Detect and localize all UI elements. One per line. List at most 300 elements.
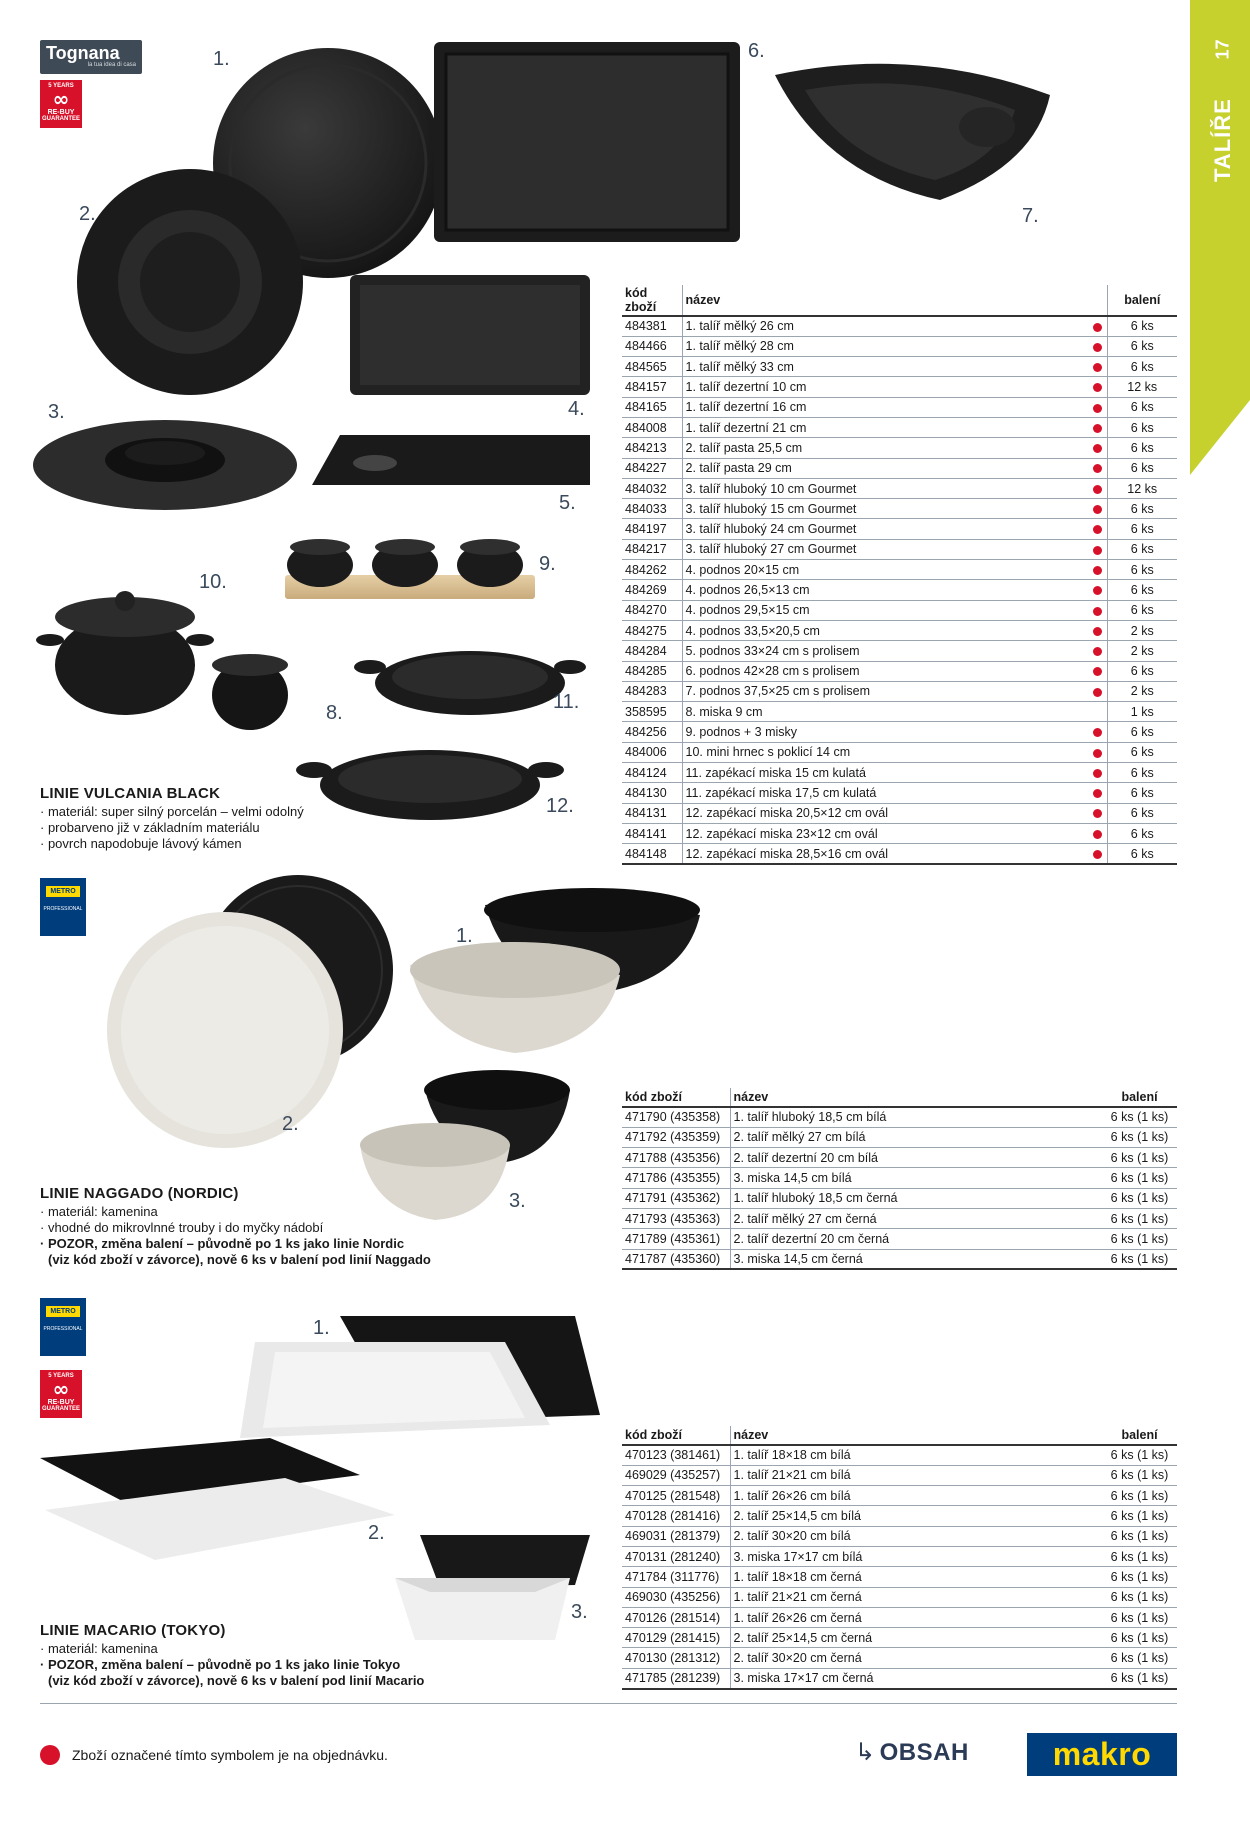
label-9: 9.	[539, 553, 556, 575]
section-tab-shape	[1190, 0, 1250, 475]
naggado-note: · POZOR, změna balení – původně po 1 ks jako linie Nordic	[40, 1236, 405, 1251]
table-row	[622, 1107, 1177, 1127]
table-row	[622, 783, 1177, 803]
product-name: 2. talíř 25×14,5 cm černá	[730, 1628, 1102, 1648]
product-name: 11. zapékací miska 15 cm kulatá	[682, 763, 1089, 783]
column-header-qty: balení	[1102, 1426, 1177, 1445]
package-qty: 6 ks	[1107, 417, 1177, 437]
product-name: 3. miska 14,5 cm bílá	[730, 1168, 1102, 1188]
order-indicator	[1089, 580, 1107, 600]
product-code: 484381	[622, 316, 682, 336]
product-code: 484284	[622, 641, 682, 661]
metro-professional-label: PROFESSIONAL	[43, 1326, 83, 1332]
product-name: 1. talíř 18×18 cm černá	[730, 1567, 1102, 1587]
order-dot-icon	[1093, 485, 1102, 494]
footer-note: Zboží označené tímto symbolem je na objednávku.	[72, 1747, 388, 1763]
label-2: 2.	[79, 203, 96, 225]
tray-5-image	[312, 435, 590, 485]
product-name: 1. talíř mělký 26 cm	[682, 316, 1089, 336]
package-qty: 6 ks (1 ks)	[1102, 1208, 1177, 1228]
table-row	[622, 1607, 1177, 1627]
product-code: 471791 (435362)	[622, 1188, 730, 1208]
order-indicator	[1089, 620, 1107, 640]
order-indicator	[1089, 661, 1107, 681]
naggado-label-3: 3.	[509, 1190, 526, 1212]
naggado-description	[40, 1185, 480, 1268]
package-qty: 6 ks (1 ks)	[1102, 1567, 1177, 1587]
product-name: 2. talíř 30×20 cm bílá	[730, 1526, 1102, 1546]
table-row	[622, 600, 1177, 620]
rebuy-label: RE-BUY	[47, 109, 75, 116]
package-qty: 6 ks	[1107, 458, 1177, 478]
product-code: 470125 (281548)	[622, 1486, 730, 1506]
product-code: 358595	[622, 702, 682, 722]
product-code: 484213	[622, 438, 682, 458]
product-name: 8. miska 9 cm	[682, 702, 1089, 722]
section-title: TALÍŘE	[1210, 98, 1235, 182]
product-name: 1. talíř 21×21 cm černá	[730, 1587, 1102, 1607]
product-name: 3. talíř hluboký 27 cm Gourmet	[682, 539, 1089, 559]
obsah-label: OBSAH	[879, 1739, 969, 1766]
order-dot-icon	[1093, 363, 1102, 372]
table-row	[622, 1506, 1177, 1526]
package-qty: 6 ks (1 ks)	[1102, 1628, 1177, 1648]
product-name: 2. talíř mělký 27 cm bílá	[730, 1127, 1102, 1147]
order-indicator	[1089, 438, 1107, 458]
label-3: 3.	[48, 401, 65, 423]
product-code: 484275	[622, 620, 682, 640]
package-qty: 2 ks	[1107, 641, 1177, 661]
table-row	[622, 357, 1177, 377]
product-name: 2. talíř dezertní 20 cm bílá	[730, 1148, 1102, 1168]
package-qty: 6 ks	[1107, 560, 1177, 580]
product-code: 471784 (311776)	[622, 1567, 730, 1587]
product-code: 484256	[622, 722, 682, 742]
package-qty: 6 ks	[1107, 823, 1177, 843]
package-qty: 6 ks (1 ks)	[1102, 1546, 1177, 1566]
product-name: 3. miska 17×17 cm bílá	[730, 1546, 1102, 1566]
table-header-row	[622, 285, 1177, 316]
order-dot-icon	[1093, 383, 1102, 392]
product-name: 1. talíř 18×18 cm bílá	[730, 1445, 1102, 1465]
order-dot-icon	[1093, 830, 1102, 839]
table-row	[622, 1249, 1177, 1269]
label-11: 11.	[553, 691, 580, 713]
product-name: 2. talíř 25×14,5 cm bílá	[730, 1506, 1102, 1526]
order-dot-icon	[1093, 688, 1102, 697]
package-qty: 6 ks	[1107, 357, 1177, 377]
product-name: 2. talíř mělký 27 cm černá	[730, 1208, 1102, 1228]
product-code: 484227	[622, 458, 682, 478]
table-row	[622, 417, 1177, 437]
product-name: 3. talíř hluboký 15 cm Gourmet	[682, 499, 1089, 519]
package-qty: 6 ks	[1107, 519, 1177, 539]
order-dot-icon	[1093, 566, 1102, 575]
table-row	[622, 763, 1177, 783]
table-row	[622, 539, 1177, 559]
order-indicator	[1089, 478, 1107, 498]
column-header-code: kód zboží	[622, 1426, 730, 1445]
rebuy-label: RE-BUY	[47, 1399, 75, 1406]
product-code: 484006	[622, 742, 682, 762]
table-row	[622, 1567, 1177, 1587]
order-indicator	[1089, 783, 1107, 803]
product-name: 1. talíř hluboký 18,5 cm bílá	[730, 1107, 1102, 1127]
vulcania-point: · povrch napodobuje lávový kámen	[40, 836, 242, 851]
column-header-order	[1089, 285, 1107, 316]
order-indicator	[1089, 600, 1107, 620]
macario-note: · POZOR, změna balení – původně po 1 ks jako linie Tokyo	[40, 1657, 401, 1672]
table-row	[622, 316, 1177, 336]
product-code: 484157	[622, 377, 682, 397]
product-code: 471788 (435356)	[622, 1148, 730, 1168]
order-dot-icon	[1093, 627, 1102, 636]
makro-logo: makro	[1027, 1733, 1177, 1776]
product-name: 5. podnos 33×24 cm s prolisem	[682, 641, 1089, 661]
product-name: 1. talíř 21×21 cm bílá	[730, 1465, 1102, 1485]
package-qty: 6 ks (1 ks)	[1102, 1445, 1177, 1465]
product-code: 484131	[622, 803, 682, 823]
column-header-code: kód zboží	[622, 285, 682, 316]
order-indicator	[1089, 702, 1107, 722]
package-qty: 6 ks (1 ks)	[1102, 1607, 1177, 1627]
package-qty: 12 ks	[1107, 377, 1177, 397]
product-code: 471787 (435360)	[622, 1249, 730, 1269]
product-name: 7. podnos 37,5×25 cm s prolisem	[682, 681, 1089, 701]
table-row	[622, 1168, 1177, 1188]
product-code: 471793 (435363)	[622, 1208, 730, 1228]
macario-label-3: 3.	[571, 1601, 588, 1623]
product-code: 471785 (281239)	[622, 1668, 730, 1688]
product-code: 484565	[622, 357, 682, 377]
product-name: 1. talíř dezertní 10 cm	[682, 377, 1089, 397]
product-name: 1. talíř 26×26 cm bílá	[730, 1486, 1102, 1506]
column-header-name: název	[730, 1088, 1102, 1107]
order-dot-icon	[1093, 343, 1102, 352]
table-row	[622, 1148, 1177, 1168]
label-10: 10.	[199, 571, 227, 593]
order-dot-icon	[1093, 850, 1102, 859]
product-name: 4. podnos 33,5×20,5 cm	[682, 620, 1089, 640]
package-qty: 6 ks (1 ks)	[1102, 1587, 1177, 1607]
product-name: 4. podnos 29,5×15 cm	[682, 600, 1089, 620]
order-indicator	[1089, 560, 1107, 580]
product-code: 484008	[622, 417, 682, 437]
product-code: 484197	[622, 519, 682, 539]
package-qty: 6 ks	[1107, 438, 1177, 458]
macario-product-table	[622, 1426, 1177, 1690]
table-row	[622, 1208, 1177, 1228]
rebuy-years: 5 YEARS	[48, 1373, 74, 1379]
obsah-link[interactable]	[855, 1738, 969, 1767]
naggado-product-photos	[60, 875, 700, 1235]
package-qty: 6 ks (1 ks)	[1102, 1107, 1177, 1127]
infinity-icon: ∞	[52, 87, 70, 111]
product-code: 484466	[622, 336, 682, 356]
product-name: 2. talíř pasta 25,5 cm	[682, 438, 1089, 458]
table-row	[622, 1546, 1177, 1566]
table-row	[622, 661, 1177, 681]
product-code: 471789 (435361)	[622, 1229, 730, 1249]
package-qty: 6 ks (1 ks)	[1102, 1168, 1177, 1188]
vulcania-point: · materiál: super silný porcelán – velmi odolný	[40, 804, 304, 819]
product-name: 12. zapékací miska 20,5×12 cm ovál	[682, 803, 1089, 823]
table-row	[622, 1229, 1177, 1249]
table-row	[622, 519, 1177, 539]
order-dot-icon	[1093, 586, 1102, 595]
product-name: 1. talíř dezertní 16 cm	[682, 397, 1089, 417]
table-row	[622, 499, 1177, 519]
table-row	[622, 1628, 1177, 1648]
rebuy-years: 5 YEARS	[48, 83, 74, 89]
package-qty: 6 ks (1 ks)	[1102, 1526, 1177, 1546]
label-1: 1.	[213, 48, 230, 70]
order-indicator	[1089, 641, 1107, 661]
order-dot-icon	[1093, 424, 1102, 433]
naggado-note: (viz kód zboží v závorce), nově 6 ks v balení pod linií Naggado	[48, 1252, 431, 1267]
column-header-code: kód zboží	[622, 1088, 730, 1107]
table-row	[622, 336, 1177, 356]
product-code: 469029 (435257)	[622, 1465, 730, 1485]
product-code: 484283	[622, 681, 682, 701]
package-qty: 6 ks (1 ks)	[1102, 1148, 1177, 1168]
package-qty: 2 ks	[1107, 681, 1177, 701]
arrow-icon: ↳	[855, 1738, 876, 1766]
product-code: 484130	[622, 783, 682, 803]
metro-label: METRO	[46, 886, 80, 897]
product-name: 3. talíř hluboký 10 cm Gourmet	[682, 478, 1089, 498]
product-name: 4. podnos 20×15 cm	[682, 560, 1089, 580]
table-row	[622, 803, 1177, 823]
product-code: 484148	[622, 844, 682, 864]
rebuy-guarantee: GUARANTEE	[41, 1406, 80, 1412]
product-code: 484124	[622, 763, 682, 783]
table-row	[622, 722, 1177, 742]
table-header-row	[622, 1426, 1177, 1445]
package-qty: 6 ks	[1107, 600, 1177, 620]
table-row	[622, 1465, 1177, 1485]
product-code: 471792 (435359)	[622, 1127, 730, 1147]
label-4: 4.	[568, 398, 585, 420]
product-name: 2. talíř 30×20 cm černá	[730, 1648, 1102, 1668]
product-code: 470123 (381461)	[622, 1445, 730, 1465]
table-row	[622, 560, 1177, 580]
package-qty: 6 ks (1 ks)	[1102, 1668, 1177, 1688]
naggado-point: · materiál: kamenina	[40, 1204, 158, 1219]
package-qty: 2 ks	[1107, 620, 1177, 640]
product-code: 484141	[622, 823, 682, 843]
order-indicator	[1089, 844, 1107, 864]
order-indicator	[1089, 397, 1107, 417]
product-code: 469030 (435256)	[622, 1587, 730, 1607]
section-tab	[1190, 0, 1250, 475]
product-code: 469031 (281379)	[622, 1526, 730, 1546]
product-name: 3. miska 14,5 cm černá	[730, 1249, 1102, 1269]
package-qty: 6 ks	[1107, 397, 1177, 417]
table-row	[622, 1188, 1177, 1208]
table-row	[622, 438, 1177, 458]
order-dot-icon	[1093, 323, 1102, 332]
order-dot-icon	[1093, 647, 1102, 656]
product-name: 1. talíř mělký 33 cm	[682, 357, 1089, 377]
tognana-tagline: la tua idea di casa	[87, 62, 136, 68]
naggado-title: LINIE NAGGADO (NORDIC)	[40, 1185, 239, 1202]
order-indicator	[1089, 539, 1107, 559]
table-row	[622, 397, 1177, 417]
table-row	[622, 478, 1177, 498]
footer-divider	[40, 1703, 1177, 1704]
product-code: 484165	[622, 397, 682, 417]
order-dot-icon	[1093, 464, 1102, 473]
table-row	[622, 458, 1177, 478]
product-name: 3. talíř hluboký 24 cm Gourmet	[682, 519, 1089, 539]
column-header-qty: balení	[1107, 285, 1177, 316]
infinity-icon: ∞	[52, 1377, 70, 1401]
package-qty: 6 ks	[1107, 742, 1177, 762]
order-dot-icon	[1093, 789, 1102, 798]
table-row	[622, 1486, 1177, 1506]
product-name: 1. talíř 26×26 cm černá	[730, 1607, 1102, 1627]
order-indicator	[1089, 377, 1107, 397]
naggado-label-1: 1.	[456, 925, 473, 947]
order-indicator	[1089, 316, 1107, 336]
product-name: 6. podnos 42×28 cm s prolisem	[682, 661, 1089, 681]
macario-label-1: 1.	[313, 1317, 330, 1339]
label-7: 7.	[1022, 205, 1039, 227]
order-indicator	[1089, 499, 1107, 519]
table-row	[622, 377, 1177, 397]
product-name: 12. zapékací miska 28,5×16 cm ovál	[682, 844, 1089, 864]
column-header-name: název	[682, 285, 1089, 316]
package-qty: 6 ks (1 ks)	[1102, 1506, 1177, 1526]
product-code: 484270	[622, 600, 682, 620]
order-dot-icon	[1093, 546, 1102, 555]
order-dot-icon	[1093, 444, 1102, 453]
product-code: 470129 (281415)	[622, 1628, 730, 1648]
order-indicator	[1089, 336, 1107, 356]
product-code: 470130 (281312)	[622, 1648, 730, 1668]
product-name: 11. zapékací miska 17,5 cm kulatá	[682, 783, 1089, 803]
order-dot-icon	[1093, 769, 1102, 778]
table-row	[622, 1648, 1177, 1668]
table-row	[622, 681, 1177, 701]
order-dot-icon	[1093, 404, 1102, 413]
product-name: 2. talíř pasta 29 cm	[682, 458, 1089, 478]
order-indicator	[1089, 763, 1107, 783]
rebuy-guarantee: GUARANTEE	[41, 116, 80, 122]
product-code: 484269	[622, 580, 682, 600]
table-row	[622, 1445, 1177, 1465]
metro-label: METRO	[46, 1306, 80, 1317]
vulcania-product-table	[622, 285, 1177, 865]
vulcania-description	[40, 785, 370, 852]
order-indicator	[1089, 458, 1107, 478]
package-qty: 6 ks	[1107, 336, 1177, 356]
macario-title: LINIE MACARIO (TOKYO)	[40, 1622, 226, 1639]
package-qty: 6 ks	[1107, 783, 1177, 803]
column-header-name: název	[730, 1426, 1102, 1445]
order-indicator	[1089, 519, 1107, 539]
package-qty: 6 ks (1 ks)	[1102, 1249, 1177, 1269]
product-code: 484032	[622, 478, 682, 498]
order-indicator	[1089, 357, 1107, 377]
package-qty: 6 ks	[1107, 722, 1177, 742]
package-qty: 6 ks (1 ks)	[1102, 1648, 1177, 1668]
order-dot-icon	[40, 1745, 60, 1765]
macario-description	[40, 1622, 480, 1689]
macario-point: · materiál: kamenina	[40, 1641, 158, 1656]
product-code: 484217	[622, 539, 682, 559]
product-name: 12. zapékací miska 23×12 cm ovál	[682, 823, 1089, 843]
table-header-row	[622, 1088, 1177, 1107]
package-qty: 6 ks	[1107, 580, 1177, 600]
table-row	[622, 742, 1177, 762]
order-dot-icon	[1093, 525, 1102, 534]
table-row	[622, 823, 1177, 843]
vulcania-title: LINIE VULCANIA BLACK	[40, 785, 221, 802]
package-qty: 6 ks	[1107, 316, 1177, 336]
order-dot-icon	[1093, 749, 1102, 758]
order-dot-icon	[1093, 809, 1102, 818]
naggado-product-table	[622, 1088, 1177, 1270]
page-number: 17	[1212, 39, 1233, 60]
order-indicator	[1089, 681, 1107, 701]
label-8: 8.	[326, 702, 343, 724]
table-row	[622, 580, 1177, 600]
product-name: 1. talíř mělký 28 cm	[682, 336, 1089, 356]
package-qty: 6 ks	[1107, 803, 1177, 823]
product-name: 3. miska 17×17 cm černá	[730, 1668, 1102, 1688]
label-12: 12.	[546, 795, 574, 817]
product-name: 1. talíř hluboký 18,5 cm černá	[730, 1188, 1102, 1208]
product-name: 9. podnos + 3 misky	[682, 722, 1089, 742]
vulcania-point: · probarveno již v základním materiálu	[40, 820, 260, 835]
product-code: 470126 (281514)	[622, 1607, 730, 1627]
triangle-tray-image	[765, 55, 1060, 205]
product-code: 470128 (281416)	[622, 1506, 730, 1526]
package-qty: 6 ks	[1107, 763, 1177, 783]
product-name: 10. mini hrnec s poklicí 14 cm	[682, 742, 1089, 762]
macario-note: (viz kód zboží v závorce), nově 6 ks v balení pod linií Macario	[48, 1673, 425, 1688]
table-row	[622, 1668, 1177, 1688]
package-qty: 6 ks (1 ks)	[1102, 1486, 1177, 1506]
package-qty: 6 ks	[1107, 844, 1177, 864]
product-code: 471786 (435355)	[622, 1168, 730, 1188]
package-qty: 6 ks (1 ks)	[1102, 1188, 1177, 1208]
macario-label-2: 2.	[368, 1522, 385, 1544]
package-qty: 6 ks (1 ks)	[1102, 1127, 1177, 1147]
order-indicator	[1089, 742, 1107, 762]
product-code: 470131 (281240)	[622, 1546, 730, 1566]
product-code: 484262	[622, 560, 682, 580]
order-dot-icon	[1093, 667, 1102, 676]
table-row	[622, 1526, 1177, 1546]
order-indicator	[1089, 722, 1107, 742]
order-indicator	[1089, 417, 1107, 437]
order-indicator	[1089, 823, 1107, 843]
table-row	[622, 641, 1177, 661]
product-code: 484285	[622, 661, 682, 681]
package-qty: 1 ks	[1107, 702, 1177, 722]
tognana-brand: Tognana	[46, 43, 120, 63]
product-name: 4. podnos 26,5×13 cm	[682, 580, 1089, 600]
package-qty: 6 ks (1 ks)	[1102, 1229, 1177, 1249]
package-qty: 6 ks	[1107, 539, 1177, 559]
macario-product-photos	[35, 1310, 605, 1640]
slate-board-image	[432, 40, 742, 245]
table-row	[622, 1127, 1177, 1147]
product-name: 1. talíř dezertní 21 cm	[682, 417, 1089, 437]
